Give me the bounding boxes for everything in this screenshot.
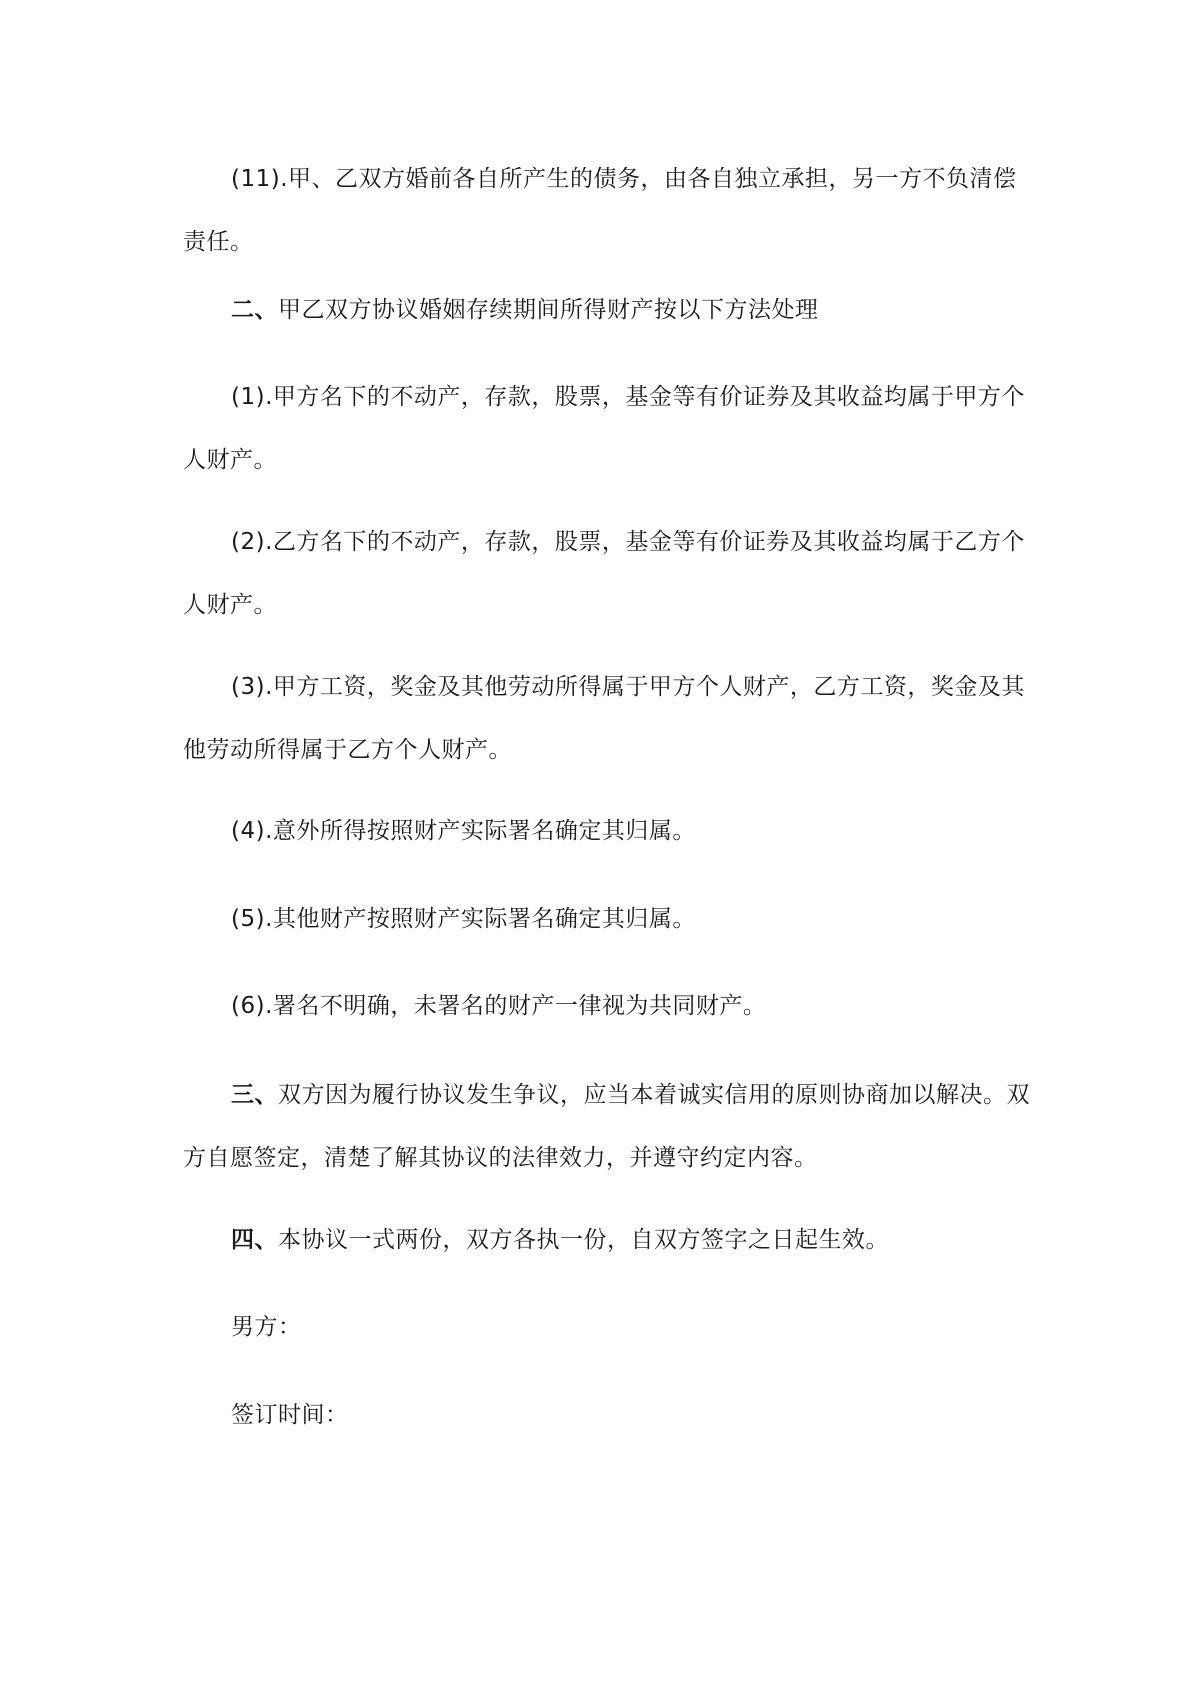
clause-2-4-paragraph: (4).意外所得按照财产实际署名确定其归属。 bbox=[231, 818, 696, 844]
section-2-number: 二、 bbox=[231, 297, 278, 323]
clause-11-paragraph: (11).甲、乙双方婚前各自所产生的债务，由各自独立承担，另一方不负清偿责任。 bbox=[183, 166, 1017, 255]
section-3-number: 三、 bbox=[231, 1082, 278, 1108]
section-2-heading bbox=[183, 295, 1033, 325]
signing-date-label: 签订时间： bbox=[231, 1402, 349, 1428]
section-4-paragraph bbox=[183, 1225, 1033, 1255]
male-party-label: 男方： bbox=[231, 1314, 302, 1340]
section-4-number: 四、 bbox=[231, 1227, 278, 1253]
section-3-paragraph bbox=[183, 1064, 1033, 1190]
clause-2-2-paragraph: (2).乙方名下的不动产，存款，股票，基金等有价证券及其收益均属于乙方个人财产。 bbox=[183, 529, 1025, 618]
section-2-title: 甲乙双方协议婚姻存续期间所得财产按以下方法处理 bbox=[278, 297, 819, 323]
clause-2-5-paragraph: (5).其他财产按照财产实际署名确定其归属。 bbox=[231, 906, 696, 932]
section-4-text: 本协议一式两份，双方各执一份，自双方签字之日起生效。 bbox=[278, 1227, 889, 1253]
clause-2-3-paragraph: (3).甲方工资，奖金及其他劳动所得属于甲方个人财产，乙方工资，奖金及其他劳动所得属于乙方个人财产。 bbox=[183, 674, 1025, 763]
clause-2-6-paragraph: (6).署名不明确，未署名的财产一律视为共同财产。 bbox=[231, 993, 767, 1019]
clause-2-1-paragraph: (1).甲方名下的不动产，存款，股票，基金等有价证券及其收益均属于甲方个人财产。 bbox=[183, 384, 1025, 473]
section-3-text: 双方因为履行协议发生争议，应当本着诚实信用的原则协商加以解决。双方自愿签定，清楚了解其协议的法律效力，并遵守约定内容。 bbox=[183, 1082, 1030, 1171]
